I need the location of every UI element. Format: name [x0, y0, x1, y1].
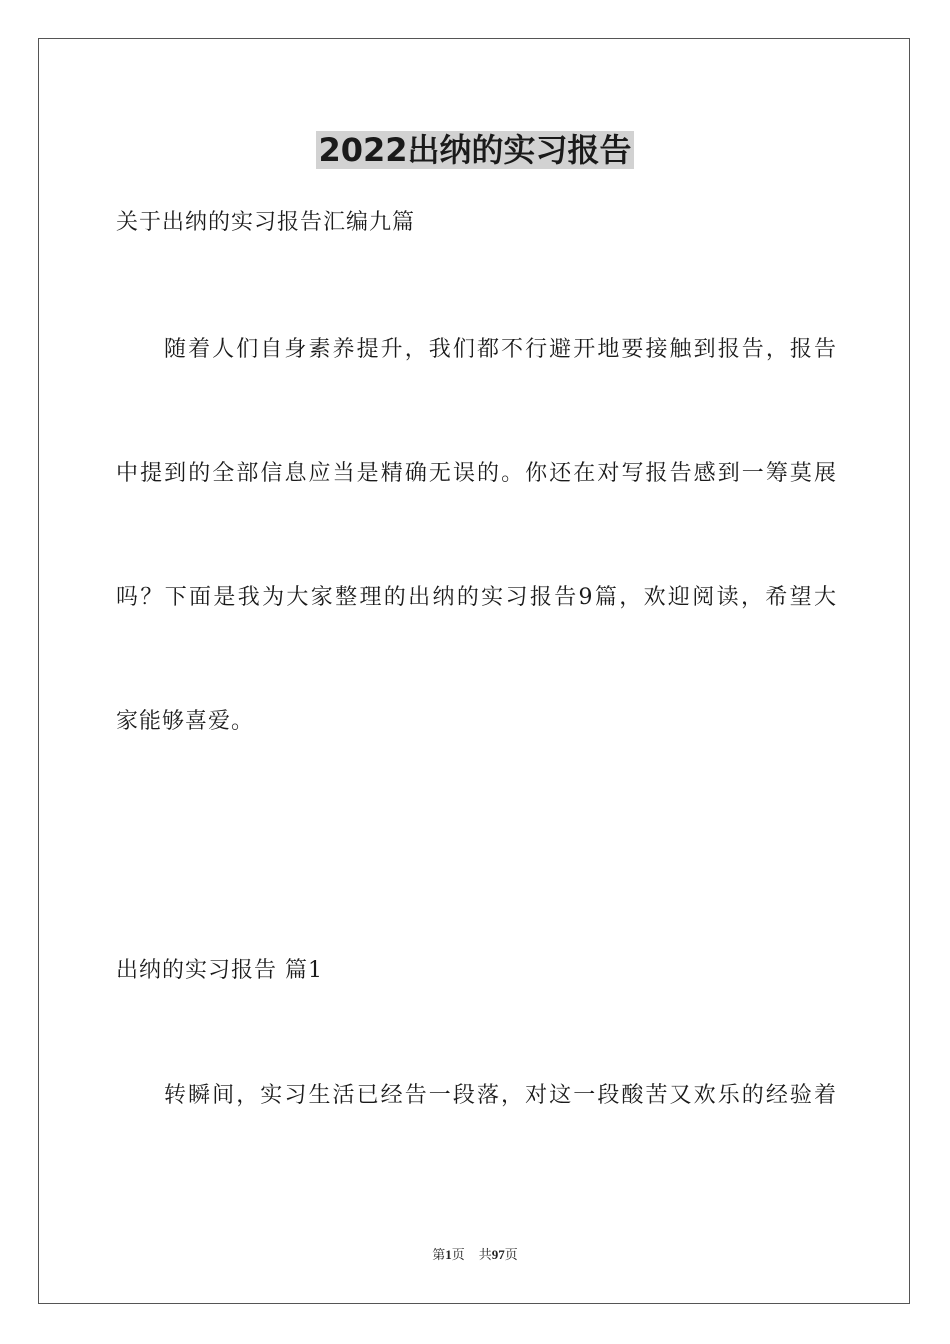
section-heading: 出纳的实习报告 篇1 [116, 958, 323, 983]
intro-line-1: 随着人们自身素养提升，我们都不行避开地要接触到报告，报告 [164, 337, 836, 362]
intro-line-2: 中提到的全部信息应当是精确无误的。你还在对写报告感到一筹莫展 [116, 461, 836, 486]
document-title [0, 128, 950, 172]
footer-total-pages: 97 [491, 1247, 505, 1262]
footer-page-prefix: 第 [432, 1247, 446, 1262]
section-line-1: 转瞬间，实习生活已经告一段落，对这一段酸苦又欢乐的经验着 [164, 1083, 836, 1108]
footer-total-prefix: 共 [478, 1247, 492, 1262]
document-subtitle: 关于出纳的实习报告汇编九篇 [116, 210, 416, 235]
page-footer [0, 1246, 950, 1264]
footer-page-number: 1 [445, 1247, 452, 1262]
footer-total-suffix: 页 [504, 1247, 518, 1262]
intro-line-3: 吗？下面是我为大家整理的出纳的实习报告9篇，欢迎阅读，希望大 [116, 585, 836, 610]
intro-line-4: 家能够喜爱。 [116, 709, 255, 734]
footer-page-suffix: 页 [451, 1247, 465, 1262]
document-title-text: 2022出纳的实习报告 [318, 131, 632, 169]
